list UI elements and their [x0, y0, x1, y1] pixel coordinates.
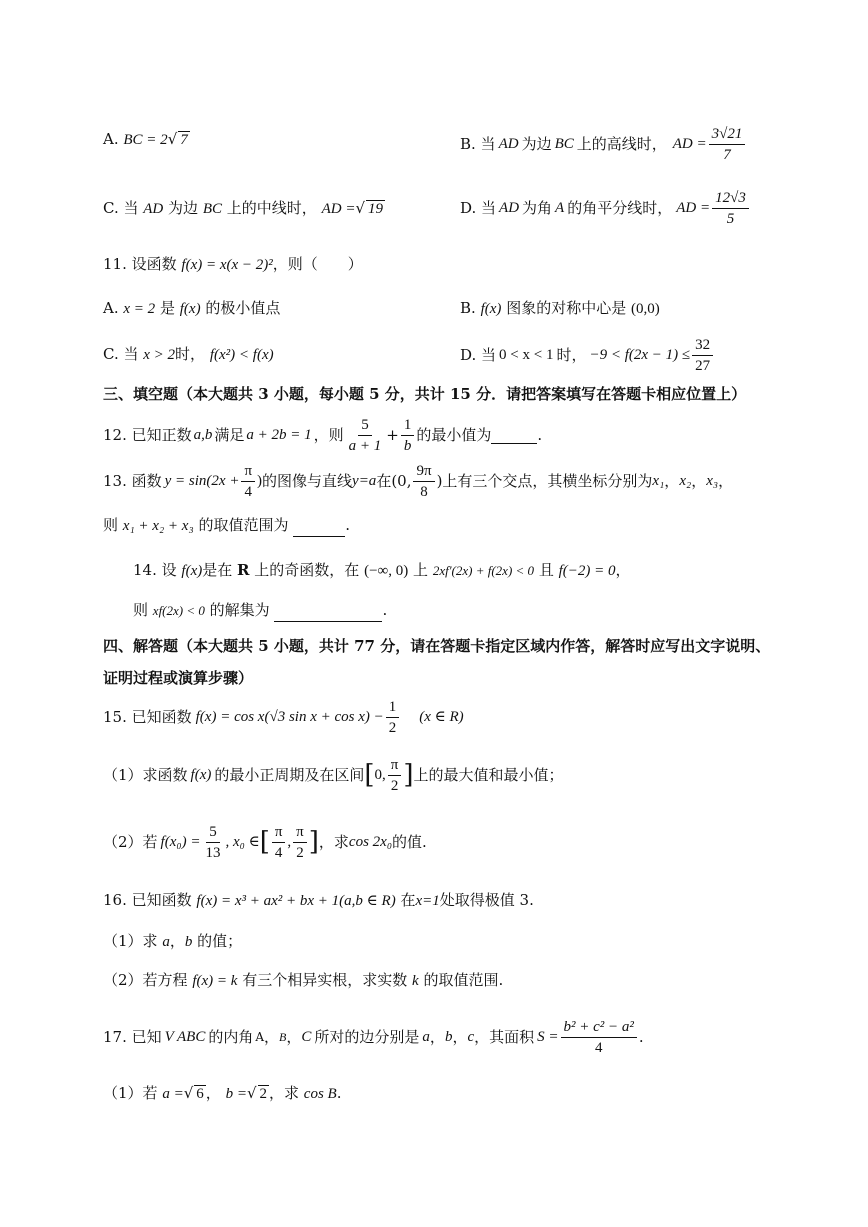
section-4-title-line1: 四、解答题（本大题共 5 小题，共计 77 分，请在答题卡指定区域内作答，解答时应写出文字说明、 [103, 637, 771, 655]
fraction: $\frac{1}{2}$ [386, 697, 400, 738]
q13-line1: 13. 函数 y = sin(2x + $\frac{\pi}{4}$ ) 的图像与直线 y=a 在(0, $\frac{9\pi}{8}$ )上有三个交点，其横坐标分别为 x₁ ， x₂ ， x₃ ， [103, 462, 734, 500]
q16-part1: （1）求 a，b 的值； [103, 932, 243, 950]
q10-option-c: C. 当 AD 为边 BC 上的中线时， AD =√ 19 [103, 199, 384, 217]
answer-blank[interactable] [491, 427, 537, 444]
q17-stem: 17. 已知 V ABC 的内角 A ， B ， C 所对的边分别是 a ， b ， c ，其面积 S = $\frac{\text{b² + c² − a²}}{4}$ . [103, 1018, 644, 1056]
q16-stem: 16. 已知函数 f(x) = x³ + ax² + bx + 1(a,b ∈ R) 在x=1处取得极值 3. [103, 891, 534, 909]
q11-stem: 11. 设函数 f(x) = x(x − 2)²，则（ ） [103, 255, 363, 273]
q10-option-a: A. BC = 2√ 7 [103, 130, 188, 148]
fraction: $\frac{9\pi}{8}$ [413, 461, 434, 502]
q12: 12. 已知正数 a,b 满足 a + 2b = 1 ，则 $\frac{5}{a + 1}$ + $\frac{1}{b}$ 的最小值为 . [103, 416, 543, 454]
answer-blank[interactable] [274, 605, 382, 622]
q11-option-b: B. f(x) 图象的对称中心是 (0,0) [460, 299, 660, 317]
q11-option-d: D. 当 0 < x < 1 时， −9 < f(2x − 1) ≤ $\frac{32}{27}$ [460, 333, 715, 377]
q17-part1: （1）若 a =√ 6 ， b =√ 2 ，求 cos B. [103, 1084, 342, 1102]
fraction: $\frac{32}{27}$ [692, 335, 713, 376]
fraction: $\frac{\pi}{2}$ [388, 755, 402, 796]
q11-option-a: A. x = 2 是 f(x) 的极小值点 [103, 299, 281, 317]
fraction: $\frac{1}{b}$ [401, 415, 415, 456]
q13-line2: 则 x₁ + x₂ + x₃ 的取值范围为 . [103, 514, 350, 537]
q11-option-c: C. 当 x > 2时， f(x²) < f(x) [103, 345, 274, 363]
section-3-title: 三、填空题（本大题共 3 小题，每小题 5 分，共计 15 分．请把答案填写在答题卡相应位置上） [103, 385, 747, 403]
q15-stem: 15. 已知函数 f(x) = cos x(√3 sin x + cos x) − $\frac{1}{2}$ (x ∈ R) [103, 698, 464, 736]
q10-option-b: B. 当 AD 为边 BC 上的高线时， AD = $\frac{3√21}{7}$ [460, 124, 747, 164]
fraction: $\frac{\pi}{2}$ [293, 822, 307, 863]
q15-part2: （2）若 f(x₀) = $\frac{5}{13}$ , x₀ ∈ [ $\frac{\pi}{4}$ , $\frac{\pi}{2}$ ] ，求 cos 2x₀ 的值. [103, 823, 427, 861]
fraction: $\frac{5}{13}$ [205, 823, 221, 861]
answer-blank[interactable] [293, 520, 345, 537]
fraction: $\frac{5}{a + 1}$ [348, 416, 382, 454]
q15-part1: （1）求函数 f(x) 的最小正周期及在区间 [ 0, $\frac{\pi}{2}$ ] 上的最大值和最小值； [103, 756, 564, 794]
q10-option-d: D. 当 AD 为角 A 的角平分线时， AD = $\frac{12√3}{5}$ [460, 186, 751, 230]
section-4-title-line2: 证明过程或演算步骤） [103, 669, 254, 687]
fraction: $\frac{\pi}{4}$ [241, 461, 255, 502]
fraction: $\frac{3√21}{7}$ [709, 124, 746, 165]
fraction: $\frac{\pi}{4}$ [272, 822, 286, 863]
fraction: $\frac{\text{b² + c² − a²}}{4}$ [561, 1017, 637, 1058]
q16-part2: （2）若方程 f(x) = k 有三个相异实根，求实数 k 的取值范围. [103, 971, 504, 989]
q14-line1: 14. 设 f(x)是在 R 上的奇函数，在 (−∞, 0) 上 2xf′(2x) + f(2x) < 0 且 f(−2) = 0， [133, 561, 631, 579]
fraction: $\frac{12√3}{5}$ [712, 188, 749, 229]
q14-line2: 则 xf(2x) < 0 的解集为 . [133, 599, 387, 622]
